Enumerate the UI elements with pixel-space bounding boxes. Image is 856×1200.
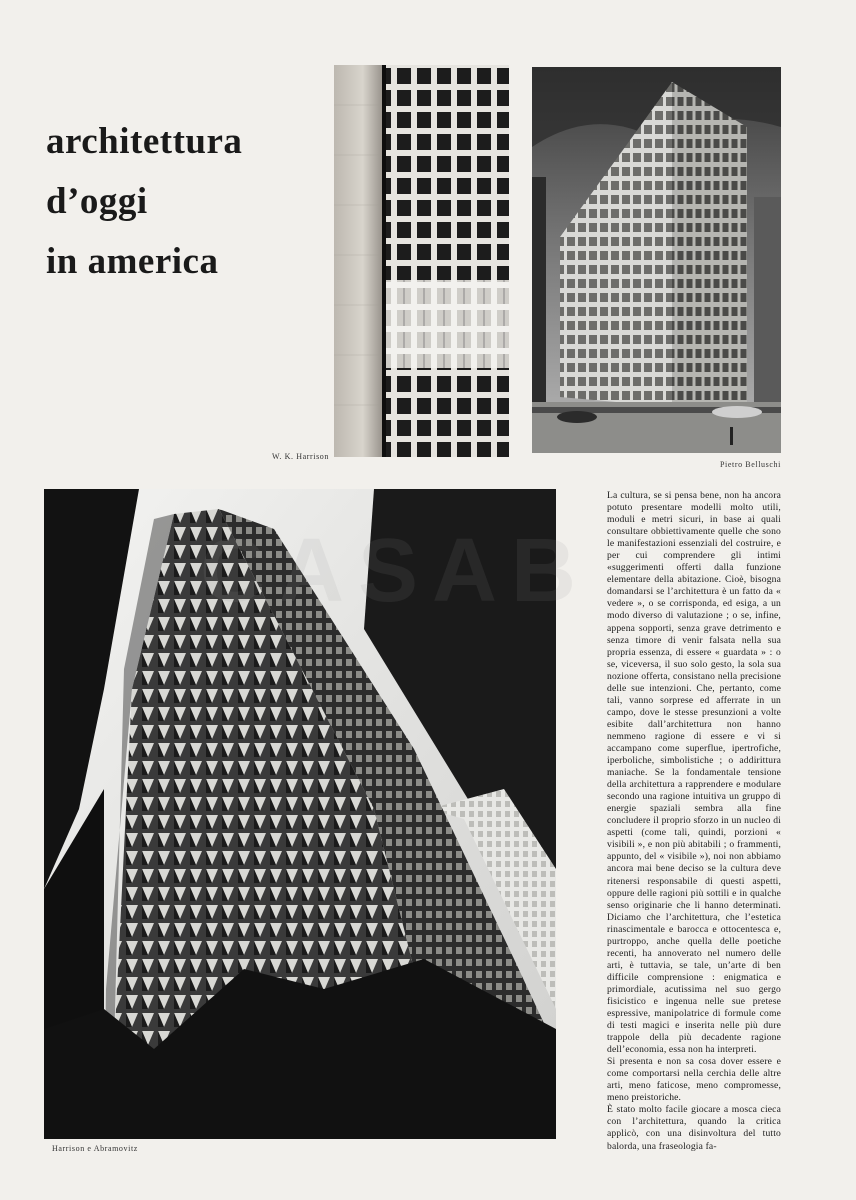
caption-photo-3: Harrison e Abramovitz (52, 1144, 138, 1153)
photo-harrison-abramovitz-tower (44, 489, 556, 1139)
caption-photo-2: Pietro Belluschi (720, 460, 781, 469)
title-line-2: d’oggi (46, 181, 148, 222)
caption-photo-1: W. K. Harrison (272, 452, 329, 461)
photo-harrison-facade (334, 65, 509, 457)
title-line-1: architettura (46, 121, 243, 162)
article-paragraph-3: È stato molto facile giocare a mosca cieca con l’architettura, quando la critica applicò, con una disinvoltura del tutto balorda, una fraseologia fa- (607, 1104, 781, 1152)
article-title (46, 112, 242, 292)
article-body (607, 490, 781, 1153)
title-line-3: in america (46, 241, 219, 282)
article-paragraph-2: Si presenta e non sa cosa dover essere e come comportarsi nella cerchia delle altre arti, meno faticose, meno compromesse, meno preistoriche. (607, 1056, 781, 1104)
article-paragraph-1: La cultura, se si pensa bene, non ha ancora potuto presentare modelli molto utili, moduli e metri sicuri, in base ai quali consultare obbiettivamente quelle che sono le manifestazioni essenziali del costruire, e per cui comprendere gli intimi «suggerimenti offerti dalla funzione elementare della abitazione. Cioè, bisogna domandarsi se l’architettura è un fatto da « vedere », o se corrisponda, ed esiga, a un modo diverso di valutazione ; o se, infine, appena sopporti, senza grave detrimento e senza timore di venir falsata nella sua propria essenza, di essere « guardata » : o se, viceversa, il suo solo gesto, la sola sua nozione offerta, consistano nella precisione delle sue intenzioni. Che, pertanto, come tali, vanno sorprese ed afferrate in un campo, dove le stesse presunzioni a volte esibite dall’architettura non hanno nemmeno ragione di essere e vi si accampano come superflue, ipertrofiche, iperboliche, simbolistiche ; o addirittura maniache. Se la fondamentale tensione della architettura a rapprendere e modulare secondo una ragione intuitiva un gruppo di energie spaziali sembra alla fine concludere il proprio sforzo in un nucleo di aspetti (come tali, quindi, porzioni « visibili », e non più abitabili ; o frammenti, appunto, del « visibile »), noi non abbiamo ancora mai bene deciso se la cultura deve ritenersi responsabile di questi aspetti, oppure delle ragioni più sottili e in qualche senso originarie che li hanno determinati. Diciamo che l’architettura, che l’estetica rinascimentale e barocca e ottocentesca e, purtroppo, anche quella delle poetiche recenti, ha annoverato nel numero delle arti, è tuttavia, se tale, un’arte di ben difficile comprensione : enigmatica e primordiale, acutissima nel suo gergo fisicistico e ingenua nelle sue pretese espressive, manipolatrice di formule come di testi magici e inserita nelle più dure trappole della più decadente ragione dell’economia, essa non ha interpreti. (607, 490, 781, 1056)
photo-belluschi-building (532, 67, 781, 453)
